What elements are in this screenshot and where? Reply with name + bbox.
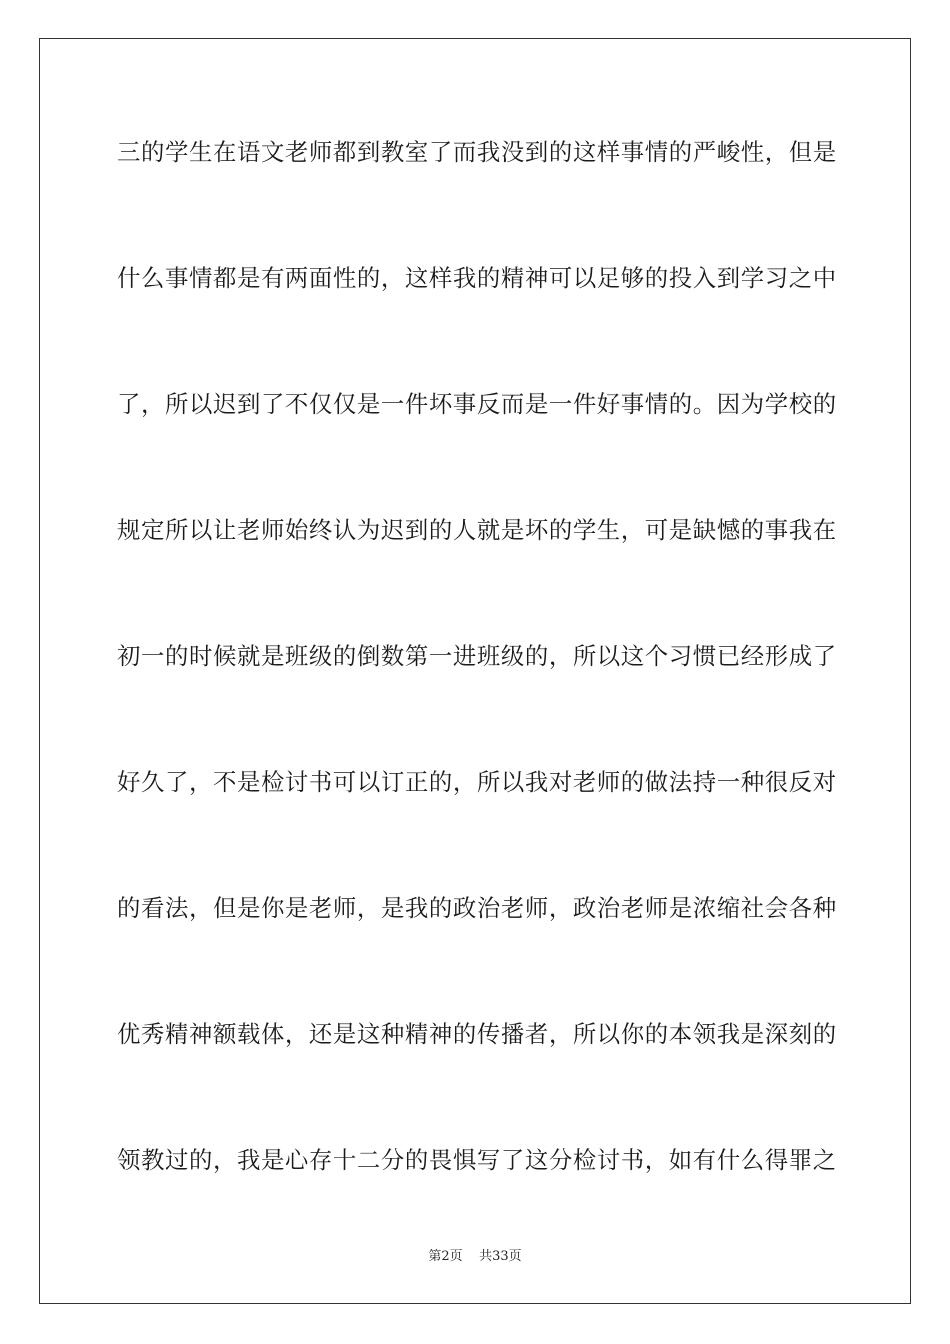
current-page-number: 第2页	[428, 1249, 463, 1264]
text-line: 领教过的，我是心存十二分的畏惧写了这分检讨书，如有什么得罪之	[117, 1146, 837, 1174]
footer-spacer	[463, 1249, 480, 1264]
total-pages: 共33页	[479, 1249, 522, 1264]
document-body	[117, 126, 837, 1260]
text-line: 好久了，不是检讨书可以订正的，所以我对老师的做法持一种很反对	[117, 768, 837, 796]
text-line: 优秀精神额载体，还是这种精神的传播者，所以你的本领我是深刻的	[117, 1020, 837, 1048]
text-line: 了，所以迟到了不仅仅是一件坏事反而是一件好事情的。因为学校的	[117, 390, 837, 418]
page-footer	[0, 1248, 950, 1266]
text-line: 规定所以让老师始终认为迟到的人就是坏的学生，可是缺憾的事我在	[117, 516, 837, 544]
text-line: 的看法，但是你是老师，是我的政治老师，政治老师是浓缩社会各种	[117, 894, 837, 922]
text-line: 初一的时候就是班级的倒数第一进班级的，所以这个习惯已经形成了	[117, 642, 837, 670]
text-line: 什么事情都是有两面性的，这样我的精神可以足够的投入到学习之中	[117, 264, 837, 292]
text-line: 三的学生在语文老师都到教室了而我没到的这样事情的严峻性，但是	[117, 138, 837, 166]
